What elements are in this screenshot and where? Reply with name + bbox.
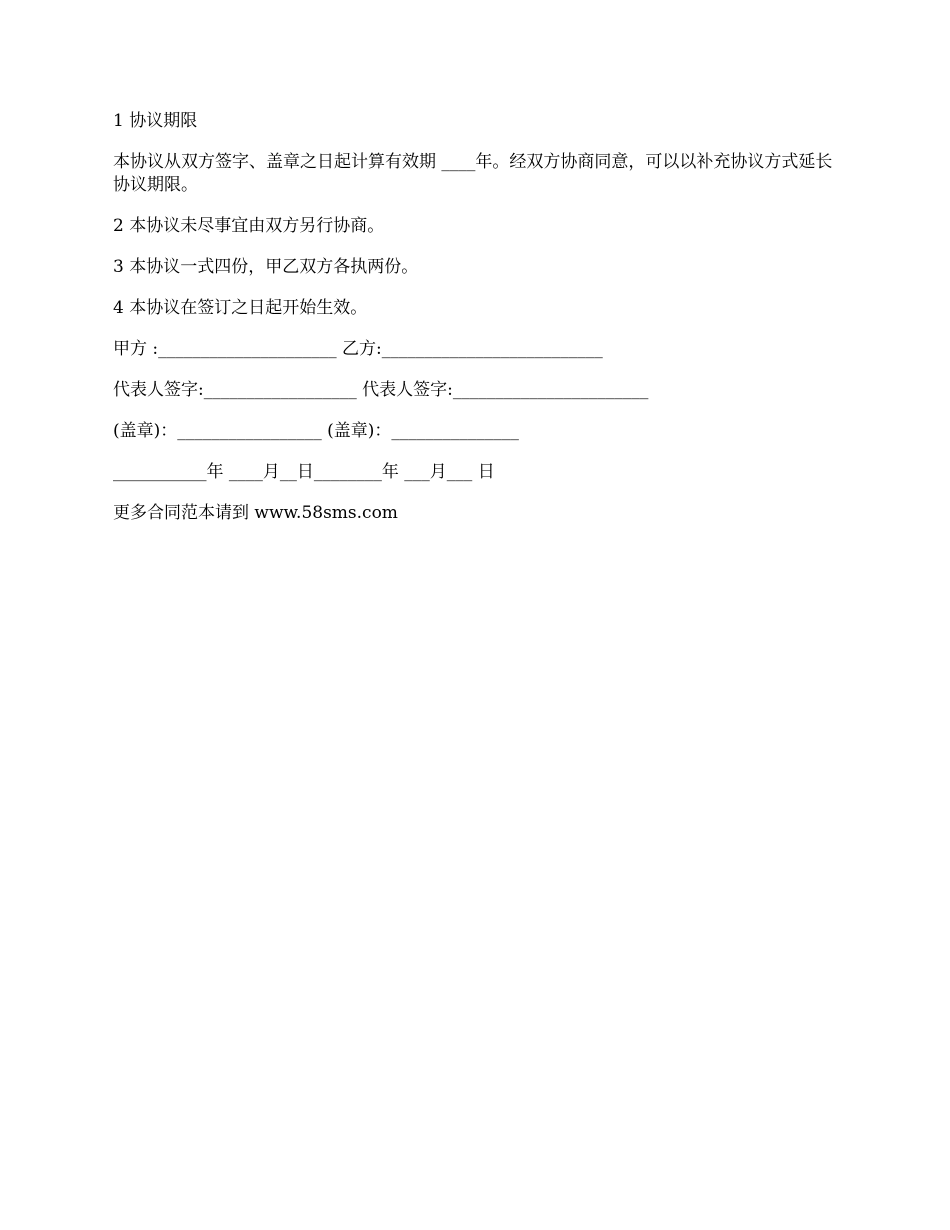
date-line: ___________年 ____月__日________年 ___月___ 日	[113, 462, 495, 482]
term-paragraph: 本协议从双方签字、盖章之日起计算有效期 ____年。经双方协商同意，可以以补充协议方式延长协议期限。	[113, 152, 833, 195]
clause-4: 4 本协议在签订之日起开始生效。	[113, 298, 368, 318]
representative-signature-line: 代表人签字:__________________ 代表人签字:_______________________	[113, 380, 649, 400]
clause-2: 2 本协议未尽事宜由双方另行协商。	[113, 216, 385, 236]
section-heading-term: 1 协议期限	[113, 111, 198, 131]
party-signature-line: 甲方 :_____________________ 乙方:__________________________	[113, 339, 603, 359]
footer-note: 更多合同范本请到 www.58sms.com	[113, 503, 398, 523]
document-page	[113, 110, 843, 543]
seal-line: (盖章)：_________________ (盖章)：_______________	[113, 421, 519, 441]
clause-3: 3 本协议一式四份，甲乙双方各执两份。	[113, 257, 419, 277]
